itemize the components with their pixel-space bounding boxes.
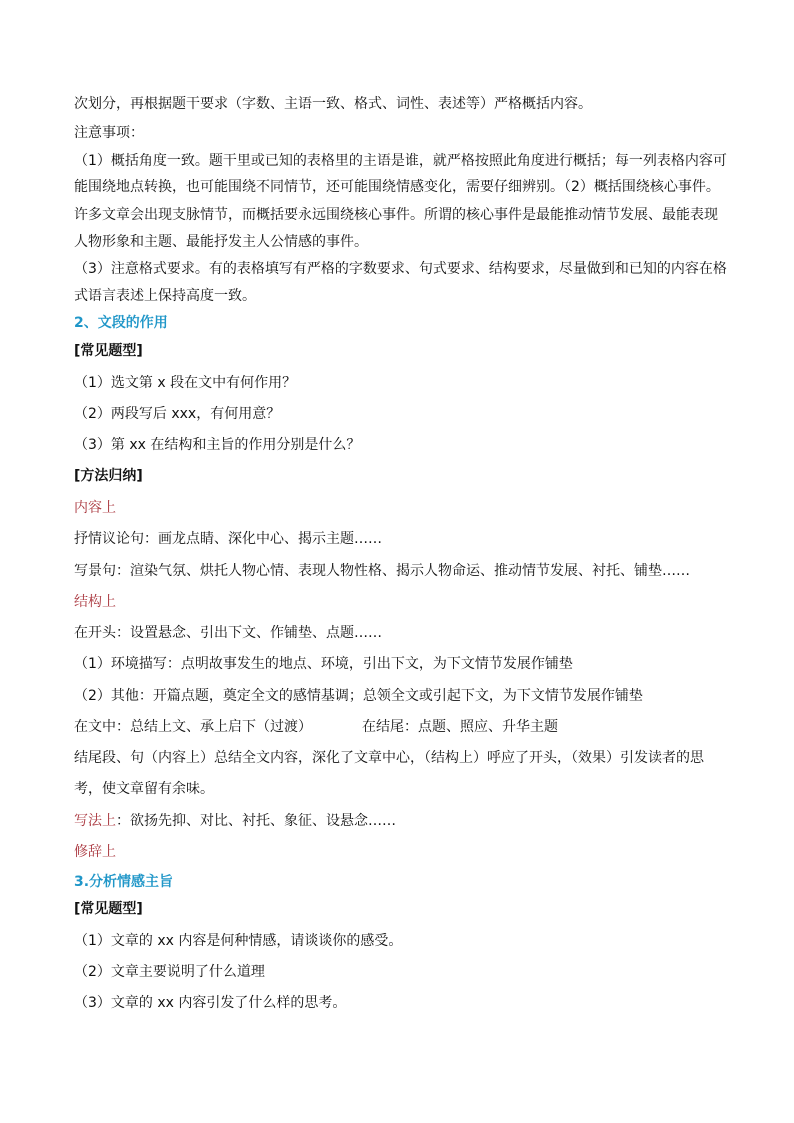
text-line: （3）注意格式要求。有的表格填写有严格的字数要求、句式要求、结构要求，尽量做到和已知的内容在格	[74, 261, 727, 277]
text-line: 在开头：设置悬念、引出下文、作铺垫、点题……	[74, 625, 382, 641]
category-label: 写法上	[74, 813, 116, 829]
subheading: [常见题型]	[74, 343, 143, 359]
text-line: （3）文章的 xx 内容引发了什么样的思考。	[74, 995, 347, 1011]
section-heading: 3.分析情感主旨	[74, 874, 174, 890]
text-segment: 在文中：总结上文、承上启下（过渡）	[74, 719, 312, 735]
category-label: 结构上	[74, 594, 116, 610]
category-label: 修辞上	[74, 844, 116, 860]
text-segment: 在结尾：点题、照应、升华主题	[362, 719, 558, 735]
text-line: （1）概括角度一致。题干里或已知的表格里的主语是谁，就严格按照此角度进行概括；每一列表格内容可	[74, 153, 727, 169]
text-line: （1）环境描写：点明故事发生的地点、环境，引出下文，为下文情节发展作铺垫	[74, 656, 573, 672]
text-segment: ：欲扬先抑、对比、衬托、象征、设悬念……	[116, 813, 396, 829]
section-heading: 2、文段的作用	[74, 315, 168, 331]
text-line	[74, 812, 396, 830]
text-line: 许多文章会出现支脉情节，而概括要永远围绕核心事件。所谓的核心事件是最能推动情节发展、最能表现	[74, 207, 718, 223]
text-line: 能围绕地点转换，也可能围绕不同情节，还可能围绕情感变化，需要仔细辨别。（2）概括围绕核心事件。	[74, 179, 720, 195]
text-line	[74, 718, 558, 736]
text-line: （1）选文第 x 段在文中有何作用？	[74, 375, 297, 391]
text-line: 写景句：渲染气氛、烘托人物心情、表现人物性格、揭示人物命运、推动情节发展、衬托、铺垫……	[74, 563, 690, 579]
text-line: 抒情议论句：画龙点睛、深化中心、揭示主题……	[74, 531, 382, 547]
text-line: （1）文章的 xx 内容是何种情感，请谈谈你的感受。	[74, 933, 403, 949]
text-line: 考，使文章留有余味。	[74, 781, 214, 797]
text-line: 注意事项：	[74, 125, 144, 141]
category-label: 内容上	[74, 500, 116, 516]
text-line: （2）文章主要说明了什么道理	[74, 964, 265, 980]
text-line: 结尾段、句（内容上）总结全文内容，深化了文章中心，（结构上）呼应了开头，（效果）引发读者的思	[74, 750, 704, 766]
text-line: （2）两段写后 xxx，有何用意？	[74, 406, 281, 422]
text-line: 人物形象和主题、最能抒发主人公情感的事件。	[74, 234, 368, 250]
text-line: （3）第 xx 在结构和主旨的作用分别是什么？	[74, 437, 361, 453]
subheading: [常见题型]	[74, 901, 143, 917]
text-line: 式语言表述上保持高度一致。	[74, 288, 256, 304]
subheading: [方法归纳]	[74, 468, 143, 484]
text-line: （2）其他：开篇点题，奠定全文的感情基调；总领全文或引起下文，为下文情节发展作铺垫	[74, 688, 643, 704]
text-line: 次划分，再根据题干要求（字数、主语一致、格式、词性、表述等）严格概括内容。	[74, 96, 592, 112]
